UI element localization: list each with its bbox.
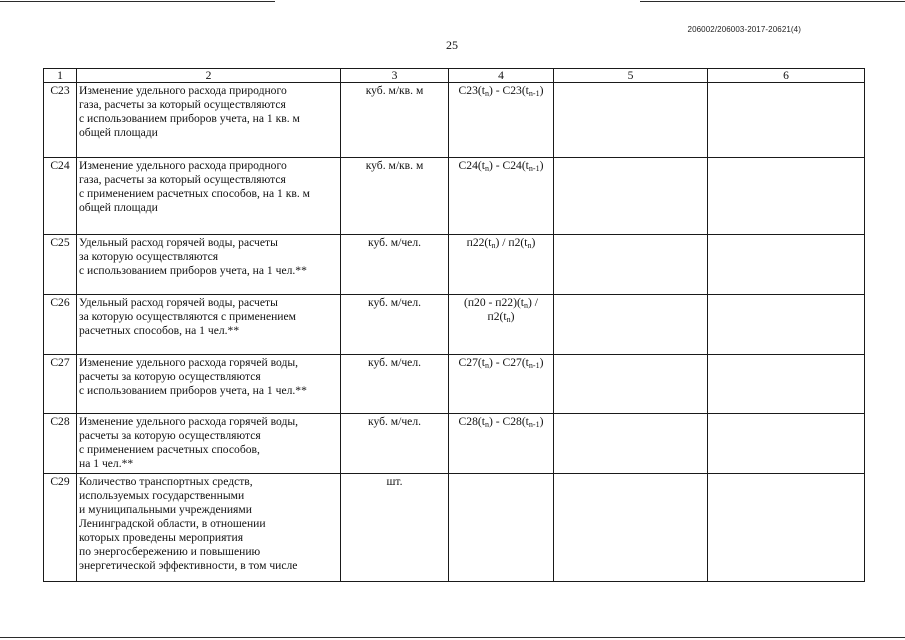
indicator-name-line: общей площади bbox=[79, 201, 158, 214]
table-row bbox=[44, 474, 865, 582]
value-cell-col6 bbox=[708, 474, 865, 582]
unit-of-measure: куб. м/чел. bbox=[341, 414, 449, 474]
formula-text: п22(t bbox=[466, 236, 492, 249]
formula-subscript: n bbox=[527, 241, 532, 250]
formula-text: ) / bbox=[528, 296, 539, 309]
value-cell-col6 bbox=[708, 414, 865, 474]
indicator-name-line: энергетической эффективности, в том числе bbox=[79, 559, 298, 572]
column-header: 5 bbox=[554, 69, 708, 83]
column-header: 3 bbox=[341, 69, 449, 83]
formula-text: ) bbox=[510, 310, 515, 323]
indicator-name-line: с использованием приборов учета, на 1 чел.** bbox=[79, 384, 307, 397]
row-code: С24 bbox=[44, 158, 77, 235]
scan-edge-line bbox=[640, 1, 905, 2]
page-number: 25 bbox=[446, 38, 458, 52]
indicator-name-line: на 1 чел.** bbox=[79, 457, 134, 470]
calculation-formula bbox=[449, 355, 554, 414]
calculation-formula bbox=[449, 414, 554, 474]
document-code: 206002/206003-2017-20621(4) bbox=[687, 25, 801, 34]
indicator-name-line: с применением расчетных способов, на 1 кв. м bbox=[79, 187, 310, 200]
row-code: С23 bbox=[44, 83, 77, 158]
row-code: С28 bbox=[44, 414, 77, 474]
row-code: С29 bbox=[44, 474, 77, 582]
table-header-row bbox=[44, 69, 865, 83]
value-cell-col6 bbox=[708, 235, 865, 295]
indicator-name-line: Удельный расход горячей воды, расчеты bbox=[79, 296, 278, 309]
row-code: С27 bbox=[44, 355, 77, 414]
indicator-name-line: расчеты за которую осуществляются bbox=[79, 429, 261, 442]
formula-text: ) / п2(t bbox=[495, 236, 528, 249]
indicator-name-line: по энергосбережению и повышению bbox=[79, 545, 261, 558]
formula-text: С24(t bbox=[458, 159, 485, 172]
unit-of-measure: куб. м/чел. bbox=[341, 355, 449, 414]
value-cell-col6 bbox=[708, 355, 865, 414]
formula-subscript: n bbox=[524, 301, 529, 310]
formula-subscript: n-1 bbox=[528, 420, 540, 429]
formula-text: ) - С23(t bbox=[488, 84, 529, 97]
indicator-name-line: с использованием приборов учета, на 1 чел.** bbox=[79, 264, 307, 277]
indicator-name bbox=[77, 158, 341, 235]
unit-of-measure: куб. м/кв. м bbox=[341, 158, 449, 235]
value-cell-col5 bbox=[554, 355, 708, 414]
column-header: 1 bbox=[44, 69, 77, 83]
formula-text: ) bbox=[539, 415, 544, 428]
value-cell-col5 bbox=[554, 158, 708, 235]
indicator-name-line: Ленинградской области, в отношении bbox=[79, 517, 266, 530]
column-header: 2 bbox=[77, 69, 341, 83]
indicator-name bbox=[77, 83, 341, 158]
formula-text: С23(t bbox=[458, 84, 485, 97]
indicator-table bbox=[43, 68, 865, 582]
table-row bbox=[44, 295, 865, 355]
indicator-name-line: расчеты за которую осуществляются bbox=[79, 370, 261, 383]
calculation-formula bbox=[449, 474, 554, 582]
formula-subscript: n bbox=[484, 420, 489, 429]
unit-of-measure: куб. м/чел. bbox=[341, 235, 449, 295]
scan-edge-line bbox=[0, 637, 905, 638]
formula-text: п2(t bbox=[487, 310, 507, 323]
unit-of-measure: шт. bbox=[341, 474, 449, 582]
indicator-name bbox=[77, 355, 341, 414]
formula-subscript: n-1 bbox=[528, 164, 540, 173]
unit-of-measure: куб. м/кв. м bbox=[341, 83, 449, 158]
table-row bbox=[44, 235, 865, 295]
formula-subscript: n bbox=[484, 164, 489, 173]
value-cell-col6 bbox=[708, 295, 865, 355]
formula-text: С28(t bbox=[458, 415, 485, 428]
indicator-name-line: Изменение удельного расхода природного bbox=[79, 84, 287, 97]
formula-text: (п20 - п22)(t bbox=[463, 296, 525, 309]
unit-of-measure: куб. м/чел. bbox=[341, 295, 449, 355]
table-row bbox=[44, 355, 865, 414]
value-cell-col5 bbox=[554, 414, 708, 474]
formula-text: ) bbox=[531, 236, 536, 249]
table-row bbox=[44, 83, 865, 158]
indicator-name-line: Изменение удельного расхода горячей воды, bbox=[79, 356, 299, 369]
indicator-name-line: Изменение удельного расхода горячей воды, bbox=[79, 415, 299, 428]
indicator-name-line: и муниципальными учреждениями bbox=[79, 503, 252, 516]
indicator-name-line: газа, расчеты за который осуществляются bbox=[79, 173, 286, 186]
row-code: С26 bbox=[44, 295, 77, 355]
value-cell-col5 bbox=[554, 474, 708, 582]
formula-text: ) - С27(t bbox=[488, 356, 529, 369]
indicator-name-line: расчетных способов, на 1 чел.** bbox=[79, 324, 240, 337]
indicator-name-line: Удельный расход горячей воды, расчеты bbox=[79, 236, 278, 249]
formula-subscript: n bbox=[484, 89, 489, 98]
formula-text: ) - С28(t bbox=[488, 415, 529, 428]
value-cell-col5 bbox=[554, 83, 708, 158]
calculation-formula bbox=[449, 83, 554, 158]
indicator-name-line: за которую осуществляются bbox=[79, 250, 219, 263]
indicator-name-line: общей площади bbox=[79, 126, 158, 139]
value-cell-col5 bbox=[554, 235, 708, 295]
formula-subscript: n bbox=[506, 315, 511, 324]
indicator-name-line: Изменение удельного расхода природного bbox=[79, 159, 287, 172]
indicator-name-line: за которую осуществляются с применением bbox=[79, 310, 296, 323]
formula-text: ) bbox=[539, 159, 544, 172]
calculation-formula bbox=[449, 158, 554, 235]
column-header: 6 bbox=[708, 69, 865, 83]
indicator-name-line: которых проведены мероприятия bbox=[79, 531, 244, 544]
table-row bbox=[44, 158, 865, 235]
formula-subscript: n-1 bbox=[528, 89, 540, 98]
indicator-name bbox=[77, 235, 341, 295]
calculation-formula bbox=[449, 235, 554, 295]
indicator-name bbox=[77, 474, 341, 582]
indicator-name-line: Количество транспортных средств, bbox=[79, 475, 253, 488]
indicator-name bbox=[77, 295, 341, 355]
formula-text: ) - С24(t bbox=[488, 159, 529, 172]
formula-text: ) bbox=[539, 356, 544, 369]
row-code: С25 bbox=[44, 235, 77, 295]
formula-text: С27(t bbox=[458, 356, 485, 369]
scan-edge-line bbox=[0, 1, 275, 2]
column-header: 4 bbox=[449, 69, 554, 83]
indicator-name bbox=[77, 414, 341, 474]
indicator-name-line: с использованием приборов учета, на 1 кв. м bbox=[79, 112, 300, 125]
table-row bbox=[44, 414, 865, 474]
indicator-name-line: используемых государственными bbox=[79, 489, 245, 502]
formula-text: ) bbox=[539, 84, 544, 97]
formula-subscript: n-1 bbox=[528, 361, 540, 370]
indicator-name-line: с применением расчетных способов, bbox=[79, 443, 260, 456]
calculation-formula bbox=[449, 295, 554, 355]
indicator-name-line: газа, расчеты за который осуществляются bbox=[79, 98, 286, 111]
formula-subscript: n bbox=[484, 361, 489, 370]
value-cell-col5 bbox=[554, 295, 708, 355]
value-cell-col6 bbox=[708, 158, 865, 235]
formula-subscript: n bbox=[491, 241, 496, 250]
value-cell-col6 bbox=[708, 83, 865, 158]
